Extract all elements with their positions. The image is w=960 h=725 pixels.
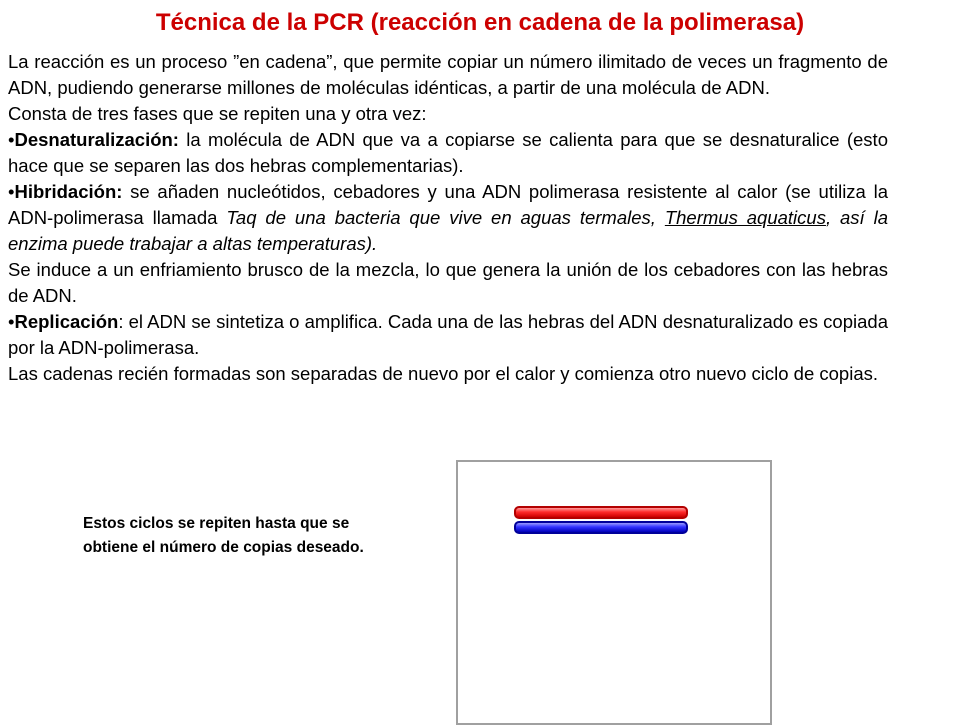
replication-followup: Las cadenas recién formadas son separadas de nuevo por el calor y comienza otro nuevo ciclo de copias.	[8, 363, 879, 384]
italic-text: Taq de una bacteria que vive en aguas termales,	[226, 207, 665, 228]
page-title: Técnica de la PCR (reacción en cadena de la polimerasa)	[155, 9, 805, 36]
cycle-note: Estos ciclos se repiten hasta que se obtiene el número de copias deseado.	[83, 515, 364, 556]
phase-replication	[8, 309, 888, 361]
bullet: •	[8, 181, 15, 202]
phase-term-hybridization: Hibridación:	[14, 181, 123, 202]
italic-text: , así la enzima puede trabajar a altas temperaturas).	[8, 207, 889, 254]
phase-text-hybridization: se añaden nucleótidos, cebadores y una ADN polimerasa resistente al calor (se utiliza la ADN-polimerasa llamada	[8, 181, 888, 228]
phase-term-replication: Replicación	[14, 311, 119, 332]
bullet: •	[8, 129, 15, 150]
phase-term-denaturation: Desnaturalización:	[14, 129, 179, 150]
phase-text-denaturation: la molécula de ADN que va a copiarse se calienta para que se desnaturalice (esto hace que se separen las dos hebras complementarias).	[8, 129, 888, 176]
dna-strand-blue	[514, 521, 688, 534]
species-name: Thermus aquaticus	[664, 207, 826, 228]
intro-paragraph: La reacción es un proceso ”en cadena”, que permite copiar un número ilimitado de veces un fragmento de ADN, pudiendo generarse millones de moléculas idénticas, a partir de una molécula de ADN.	[8, 51, 888, 98]
bullet: •	[8, 311, 15, 332]
dna-strand-red	[514, 506, 688, 519]
body-text	[8, 49, 888, 387]
phases-intro: Consta de tres fases que se repiten una y otra vez:	[8, 103, 427, 124]
phase-hybridization	[8, 179, 888, 257]
phase-denaturation	[8, 127, 888, 179]
phase-text-replication: : el ADN se sintetiza o amplifica. Cada una de las hebras del ADN desnaturalizado es copiada por la ADN-polimerasa.	[8, 311, 888, 358]
hybridization-followup: Se induce a un enfriamiento brusco de la mezcla, lo que genera la unión de los cebadores con las hebras de ADN.	[8, 259, 888, 306]
pcr-animation-frame	[456, 460, 772, 725]
